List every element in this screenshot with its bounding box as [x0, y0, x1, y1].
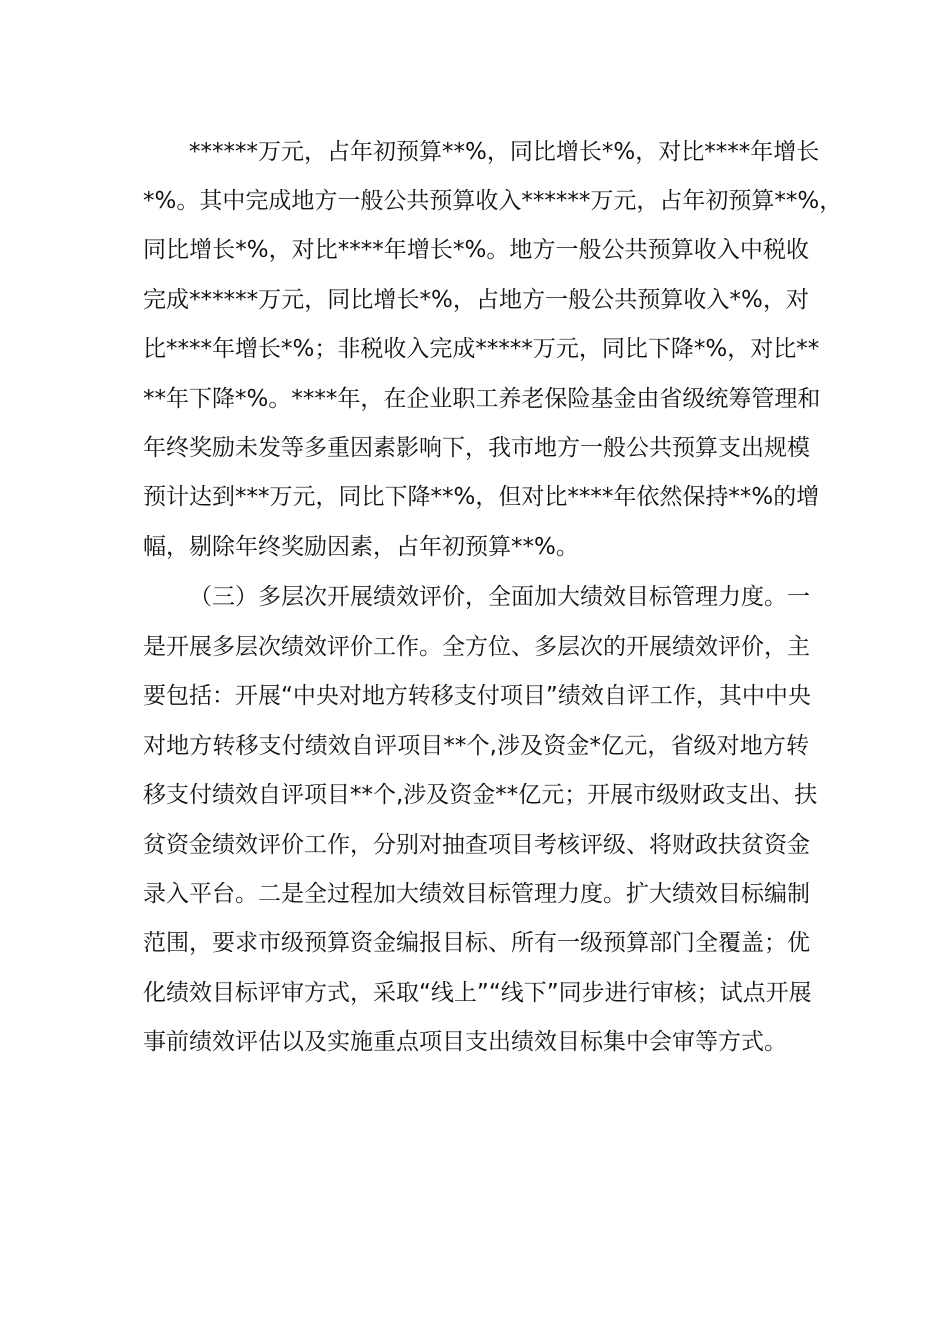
text-line: 化绩效目标评审方式，采取“线上”“线下”同步进行审核；试点开展: [143, 980, 812, 1006]
text-line: 完成******万元，同比增长*%，占地方一般公共预算收入*%，对: [143, 287, 809, 313]
text-line: 比****年增长*%；非税收入完成*****万元，同比下降*%，对比**: [143, 336, 820, 362]
text-line: 年终奖励未发等多重因素影响下，我市地方一般公共预算支出规模: [143, 435, 810, 461]
text-line: 幅，剔除年终奖励因素，占年初预算**%。: [143, 534, 579, 560]
text-line: 范围，要求市级预算资金编报目标、所有一级预算部门全覆盖；优: [143, 930, 810, 956]
text-line: 预计达到***万元，同比下降**%，但对比****年依然保持**%的增: [143, 484, 820, 510]
section-heading-line: （三）多层次开展绩效评价，全面加大绩效目标管理力度。一: [189, 584, 810, 610]
text-line: 对地方转移支付绩效自评项目**个,涉及资金*亿元，省级对地方转: [143, 733, 809, 759]
text-line: *%。其中完成地方一般公共预算收入******万元，占年初预算**%，: [143, 188, 843, 214]
text-line: 事前绩效评估以及实施重点项目支出绩效目标集中会审等方式。: [143, 1029, 787, 1055]
text-line: 同比增长*%，对比****年增长*%。地方一般公共预算收入中税收: [143, 237, 809, 263]
text-line: 是开展多层次绩效评价工作。全方位、多层次的开展绩效评价，主: [143, 634, 810, 660]
text-line: 贫资金绩效评价工作，分别对抽查项目考核评级、将财政扶贫资金: [143, 832, 810, 858]
text-line: 移支付绩效自评项目**个,涉及资金**亿元；开展市级财政支出、扶: [143, 782, 818, 808]
text-line: 要包括：开展“中央对地方转移支付项目”绩效自评工作，其中中央: [143, 683, 811, 709]
text-line: **年下降*%。****年，在企业职工养老保险基金由省级统筹管理和: [143, 386, 821, 412]
text-line: 录入平台。二是全过程加大绩效目标管理力度。扩大绩效目标编制: [143, 881, 810, 907]
text-line: ******万元，占年初预算**%，同比增长*%，对比****年增长: [189, 139, 820, 165]
